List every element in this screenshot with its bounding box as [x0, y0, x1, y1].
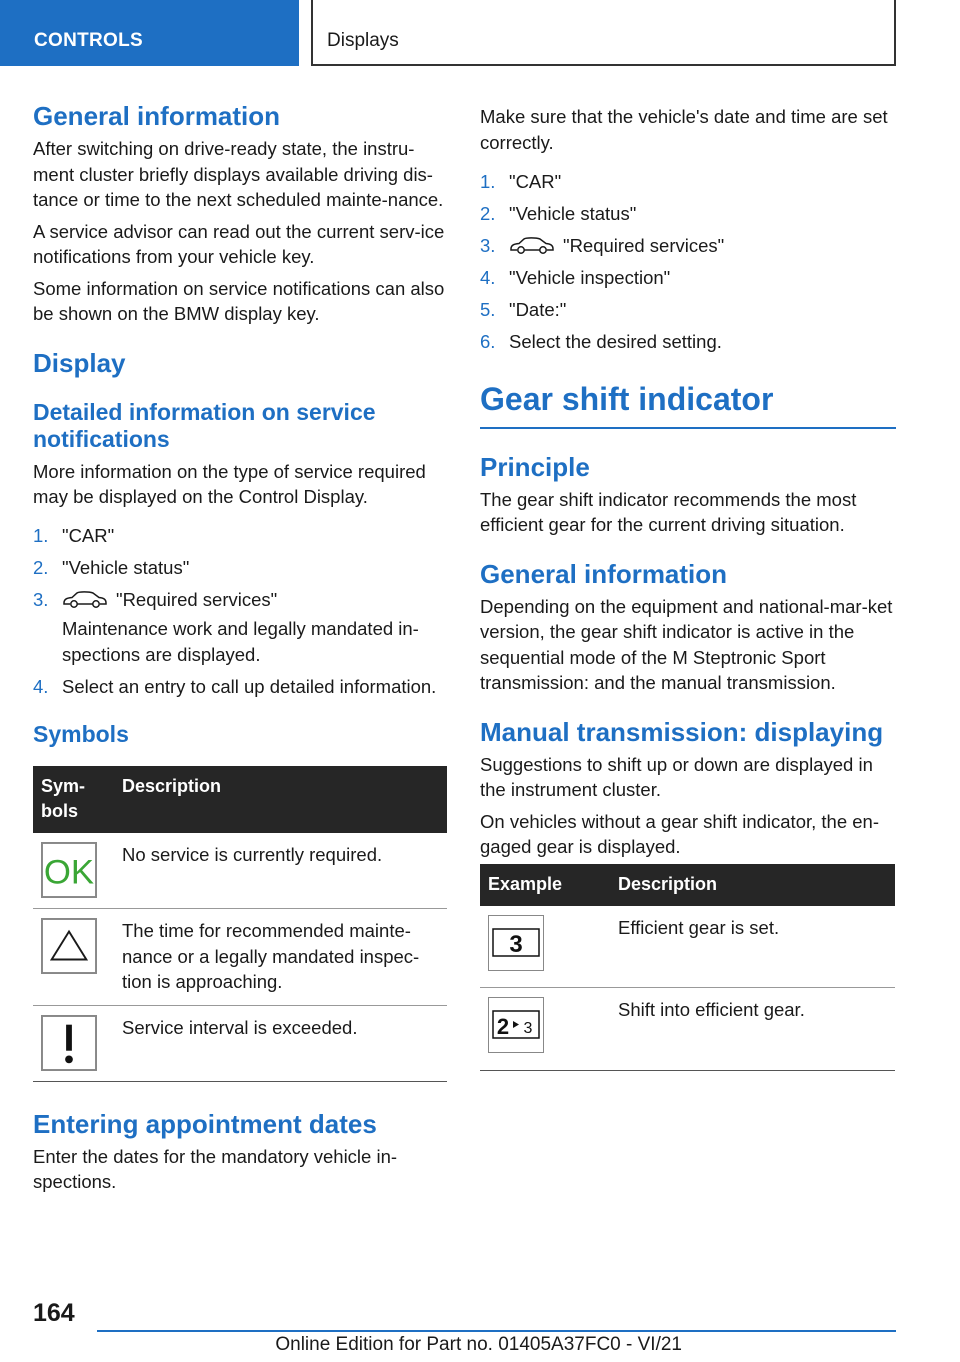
detailed-info-heading: Detailed information on service notifications	[33, 398, 376, 452]
table-cell: Efficient gear is set.	[610, 906, 895, 988]
list-item: 3. "Required services" Maintenance work and legally mandated in‐spections are displayed.	[33, 588, 419, 665]
paragraph: Enter the dates for the mandatory vehicle in‐spections.	[33, 1145, 398, 1192]
car-icon	[509, 235, 555, 255]
display-heading: Display	[33, 347, 126, 378]
table-header-description: Description	[114, 766, 447, 833]
list-item: 3. "Required services"	[480, 235, 725, 256]
list-item: 4. Select an entry to call up detailed information.	[33, 675, 437, 697]
chapter-box	[311, 0, 896, 66]
steps-list-right	[480, 169, 896, 355]
steps-list-left	[33, 523, 448, 700]
left-column	[33, 100, 448, 1201]
table-cell: Shift into efficient gear.	[610, 988, 895, 1071]
symbols-table	[33, 766, 447, 1082]
chapter-title: Displays	[327, 30, 399, 51]
right-column	[480, 104, 896, 1071]
gear-shift-indicator-heading: Gear shift indicator	[480, 379, 896, 429]
gear-to-text: 3	[523, 1020, 533, 1037]
paragraph: Suggestions to shift up or down are displayed in the instrument cluster.	[480, 753, 873, 800]
table-row	[33, 833, 447, 909]
gear-3-icon	[488, 915, 544, 971]
section-title: CONTROLS	[34, 30, 144, 51]
table-cell: No service is currently required.	[114, 833, 447, 909]
table-header-symbols: Sym‐bols	[33, 766, 114, 833]
paragraph: On vehicles without a gear shift indicator, the en‐gaged gear is displayed.	[480, 810, 879, 857]
example-table	[480, 864, 895, 1071]
gear-from-text: 2	[496, 1014, 510, 1039]
ok-icon	[41, 842, 97, 898]
paragraph: Make sure that the vehicle's date and time are set correctly.	[480, 106, 888, 153]
paragraph: After switching on drive-ready state, the instru‐ment cluster briefly displays available driving dis‐tance or time to the next scheduled mainte‐nance.	[33, 138, 444, 210]
general-information-heading: General information	[33, 101, 281, 131]
list-item: 1. "CAR"	[480, 171, 562, 192]
warning-triangle-icon	[41, 918, 97, 974]
table-row	[33, 1005, 447, 1081]
list-item: 2. "Vehicle status"	[480, 203, 637, 224]
paragraph: Depending on the equipment and national-mar‐ket version, the gear shift indicator is active in the sequential mode of the M Steptronic Sport transmission: and the manual transmission.	[480, 595, 893, 693]
paragraph: More information on the type of service required may be displayed on the Control Display.	[33, 460, 426, 507]
list-item: 5. "Date:"	[480, 299, 567, 320]
car-icon	[62, 589, 108, 609]
table-header-description: Description	[610, 864, 895, 906]
gear-2-to-3-icon	[488, 997, 544, 1053]
paragraph: Some information on service notifications can also be shown on the BMW display key.	[33, 277, 445, 324]
footer-divider	[97, 1330, 896, 1332]
symbols-heading: Symbols	[33, 721, 129, 747]
table-row	[33, 909, 447, 1006]
edition-text: Online Edition for Part no. 01405A37FC0 - VI/21	[275, 1334, 682, 1355]
list-item: 1. "CAR"	[33, 524, 115, 546]
ok-symbol-text: OK	[43, 853, 95, 892]
section-tab	[0, 0, 299, 66]
table-row	[480, 906, 895, 988]
table-header-example: Example	[480, 864, 610, 906]
list-item: 2. "Vehicle status"	[33, 556, 190, 578]
list-item: 6. Select the desired setting.	[480, 331, 722, 352]
list-item: 4. "Vehicle inspection"	[480, 267, 671, 288]
entering-dates-heading: Entering appointment dates	[33, 1108, 377, 1139]
table-cell: Service interval is exceeded.	[114, 1005, 447, 1081]
general-information-heading-right: General information	[480, 558, 728, 589]
principle-heading: Principle	[480, 451, 590, 482]
paragraph: The gear shift indicator recommends the most efficient gear for the current driving situation.	[480, 488, 857, 535]
page-number: 164	[33, 1299, 75, 1327]
manual-transmission-heading: Manual transmission: displaying	[480, 716, 884, 747]
paragraph: A service advisor can read out the current serv‐ice notifications from your vehicle key.	[33, 220, 445, 267]
table-row	[480, 988, 895, 1071]
gear-number-text: 3	[509, 930, 523, 958]
table-cell: The time for recommended mainte‐nance or a legally mandated inspec‐tion is approaching.	[114, 909, 447, 1006]
exclamation-icon	[41, 1015, 97, 1071]
